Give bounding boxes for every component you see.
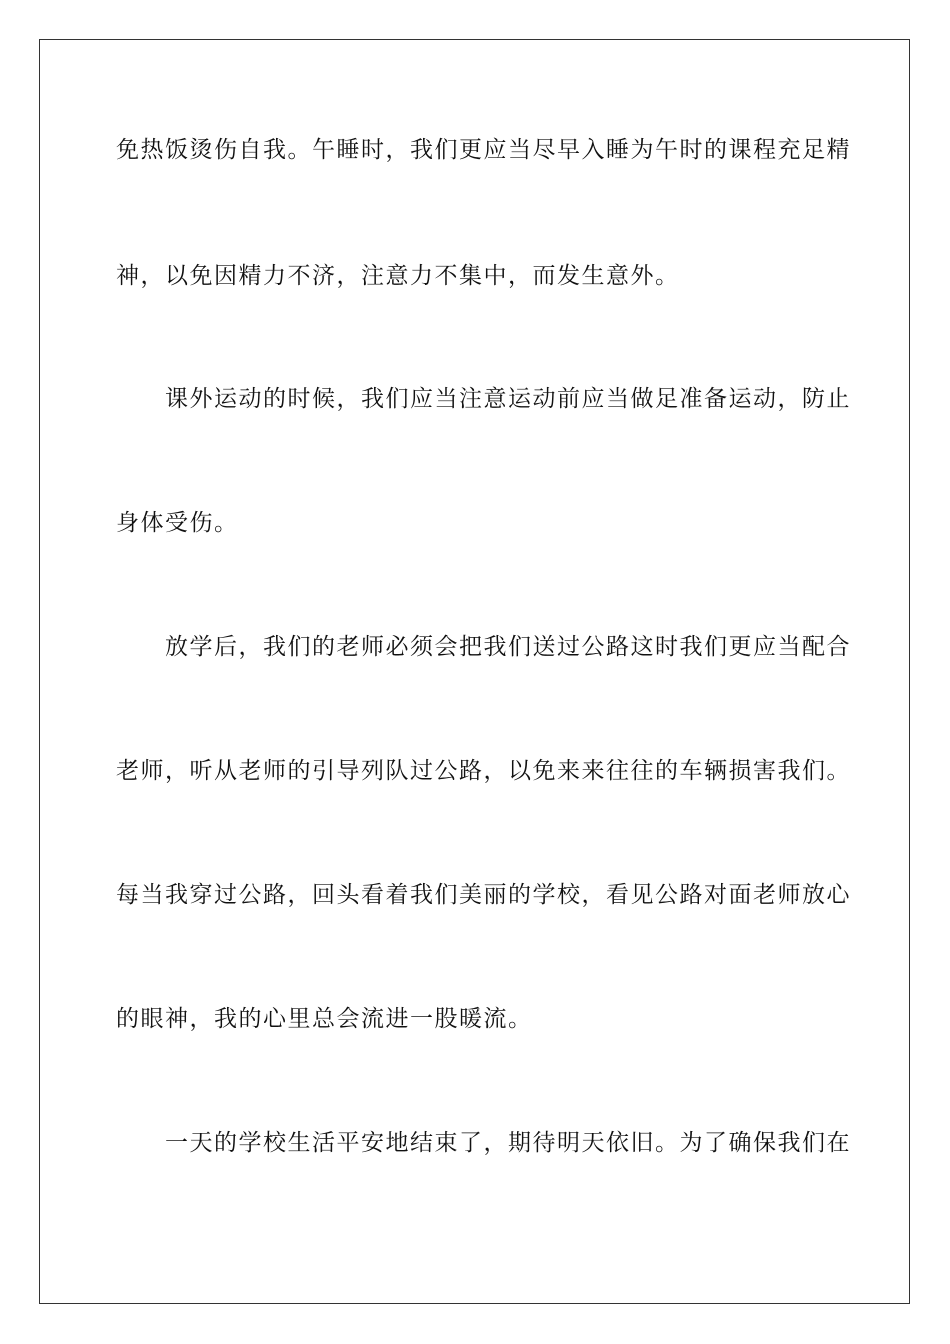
text-line: 神，以免因精力不济，注意力不集中，而发生意外。 (116, 263, 680, 289)
text-line: 的眼神，我的心里总会流进一股暖流。 (116, 1006, 533, 1032)
text-line: 放学后，我们的老师必须会把我们送过公路这时我们更应当配合 (165, 634, 851, 660)
text-line: 一天的学校生活平安地结束了，期待明天依旧。为了确保我们在 (165, 1130, 851, 1156)
text-line: 每当我穿过公路，回头看着我们美丽的学校，看见公路对面老师放心 (116, 882, 851, 908)
text-line: 身体受伤。 (116, 510, 239, 536)
text-line: 课外运动的时候，我们应当注意运动前应当做足准备运动，防止 (165, 386, 851, 412)
page-frame (39, 39, 910, 1304)
text-line: 老师，听从老师的引导列队过公路，以免来来往往的车辆损害我们。 (116, 758, 851, 784)
text-line: 免热饭烫伤自我。午睡时，我们更应当尽早入睡为午时的课程充足精 (116, 137, 851, 163)
